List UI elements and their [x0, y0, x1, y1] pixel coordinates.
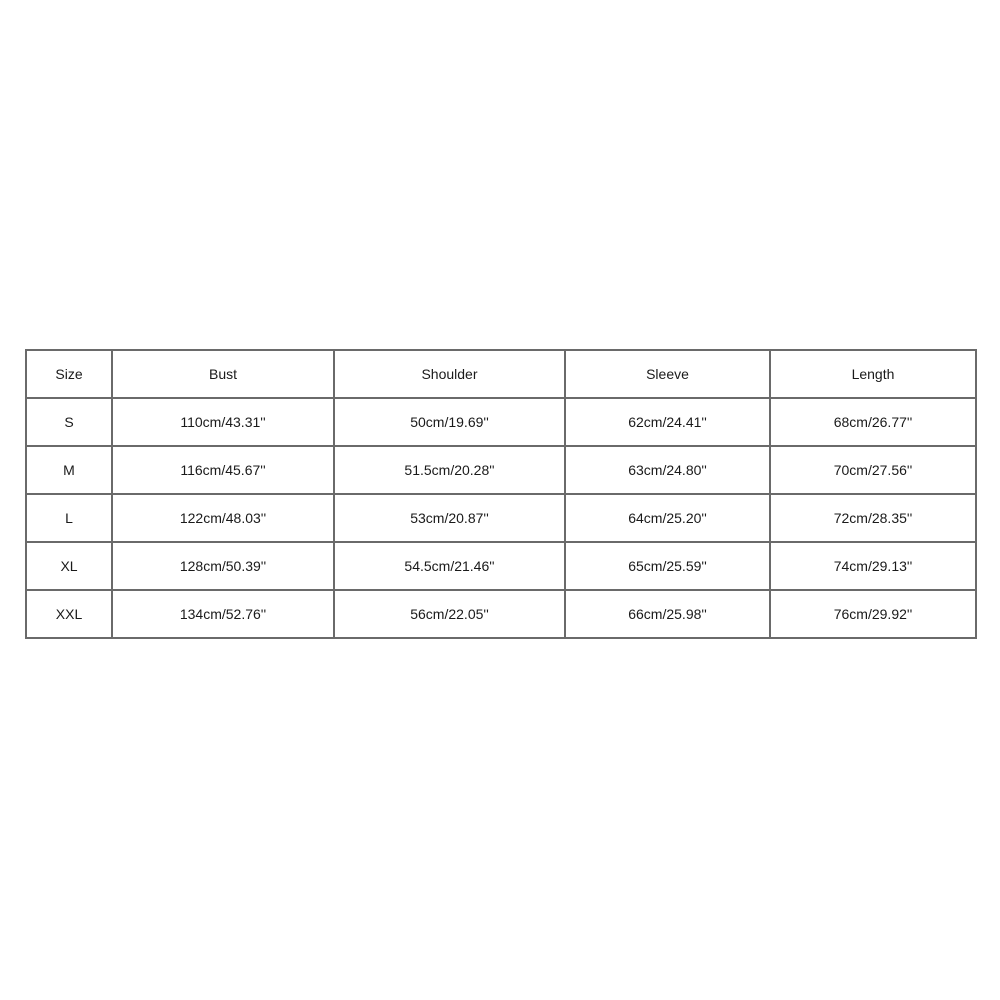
header-sleeve: Sleeve — [565, 350, 770, 398]
cell-bust: 110cm/43.31'' — [112, 398, 334, 446]
table-row — [26, 446, 976, 494]
table-row — [26, 398, 976, 446]
cell-length: 68cm/26.77'' — [770, 398, 976, 446]
cell-sleeve: 65cm/25.59'' — [565, 542, 770, 590]
cell-shoulder: 56cm/22.05'' — [334, 590, 565, 638]
cell-shoulder: 50cm/19.69'' — [334, 398, 565, 446]
cell-size: M — [26, 446, 112, 494]
table-header-row — [26, 350, 976, 398]
cell-length: 72cm/28.35'' — [770, 494, 976, 542]
table-row — [26, 590, 976, 638]
header-shoulder: Shoulder — [334, 350, 565, 398]
cell-shoulder: 53cm/20.87'' — [334, 494, 565, 542]
cell-sleeve: 63cm/24.80'' — [565, 446, 770, 494]
header-length: Length — [770, 350, 976, 398]
cell-size: XL — [26, 542, 112, 590]
table-row — [26, 542, 976, 590]
cell-bust: 128cm/50.39'' — [112, 542, 334, 590]
header-bust: Bust — [112, 350, 334, 398]
cell-sleeve: 64cm/25.20'' — [565, 494, 770, 542]
cell-sleeve: 62cm/24.41'' — [565, 398, 770, 446]
size-chart-table — [25, 349, 977, 639]
cell-length: 74cm/29.13'' — [770, 542, 976, 590]
cell-bust: 122cm/48.03'' — [112, 494, 334, 542]
cell-shoulder: 54.5cm/21.46'' — [334, 542, 565, 590]
cell-size: XXL — [26, 590, 112, 638]
cell-sleeve: 66cm/25.98'' — [565, 590, 770, 638]
cell-size: L — [26, 494, 112, 542]
header-size: Size — [26, 350, 112, 398]
cell-bust: 116cm/45.67'' — [112, 446, 334, 494]
cell-shoulder: 51.5cm/20.28'' — [334, 446, 565, 494]
cell-bust: 134cm/52.76'' — [112, 590, 334, 638]
cell-length: 76cm/29.92'' — [770, 590, 976, 638]
cell-size: S — [26, 398, 112, 446]
cell-length: 70cm/27.56'' — [770, 446, 976, 494]
table-row — [26, 494, 976, 542]
